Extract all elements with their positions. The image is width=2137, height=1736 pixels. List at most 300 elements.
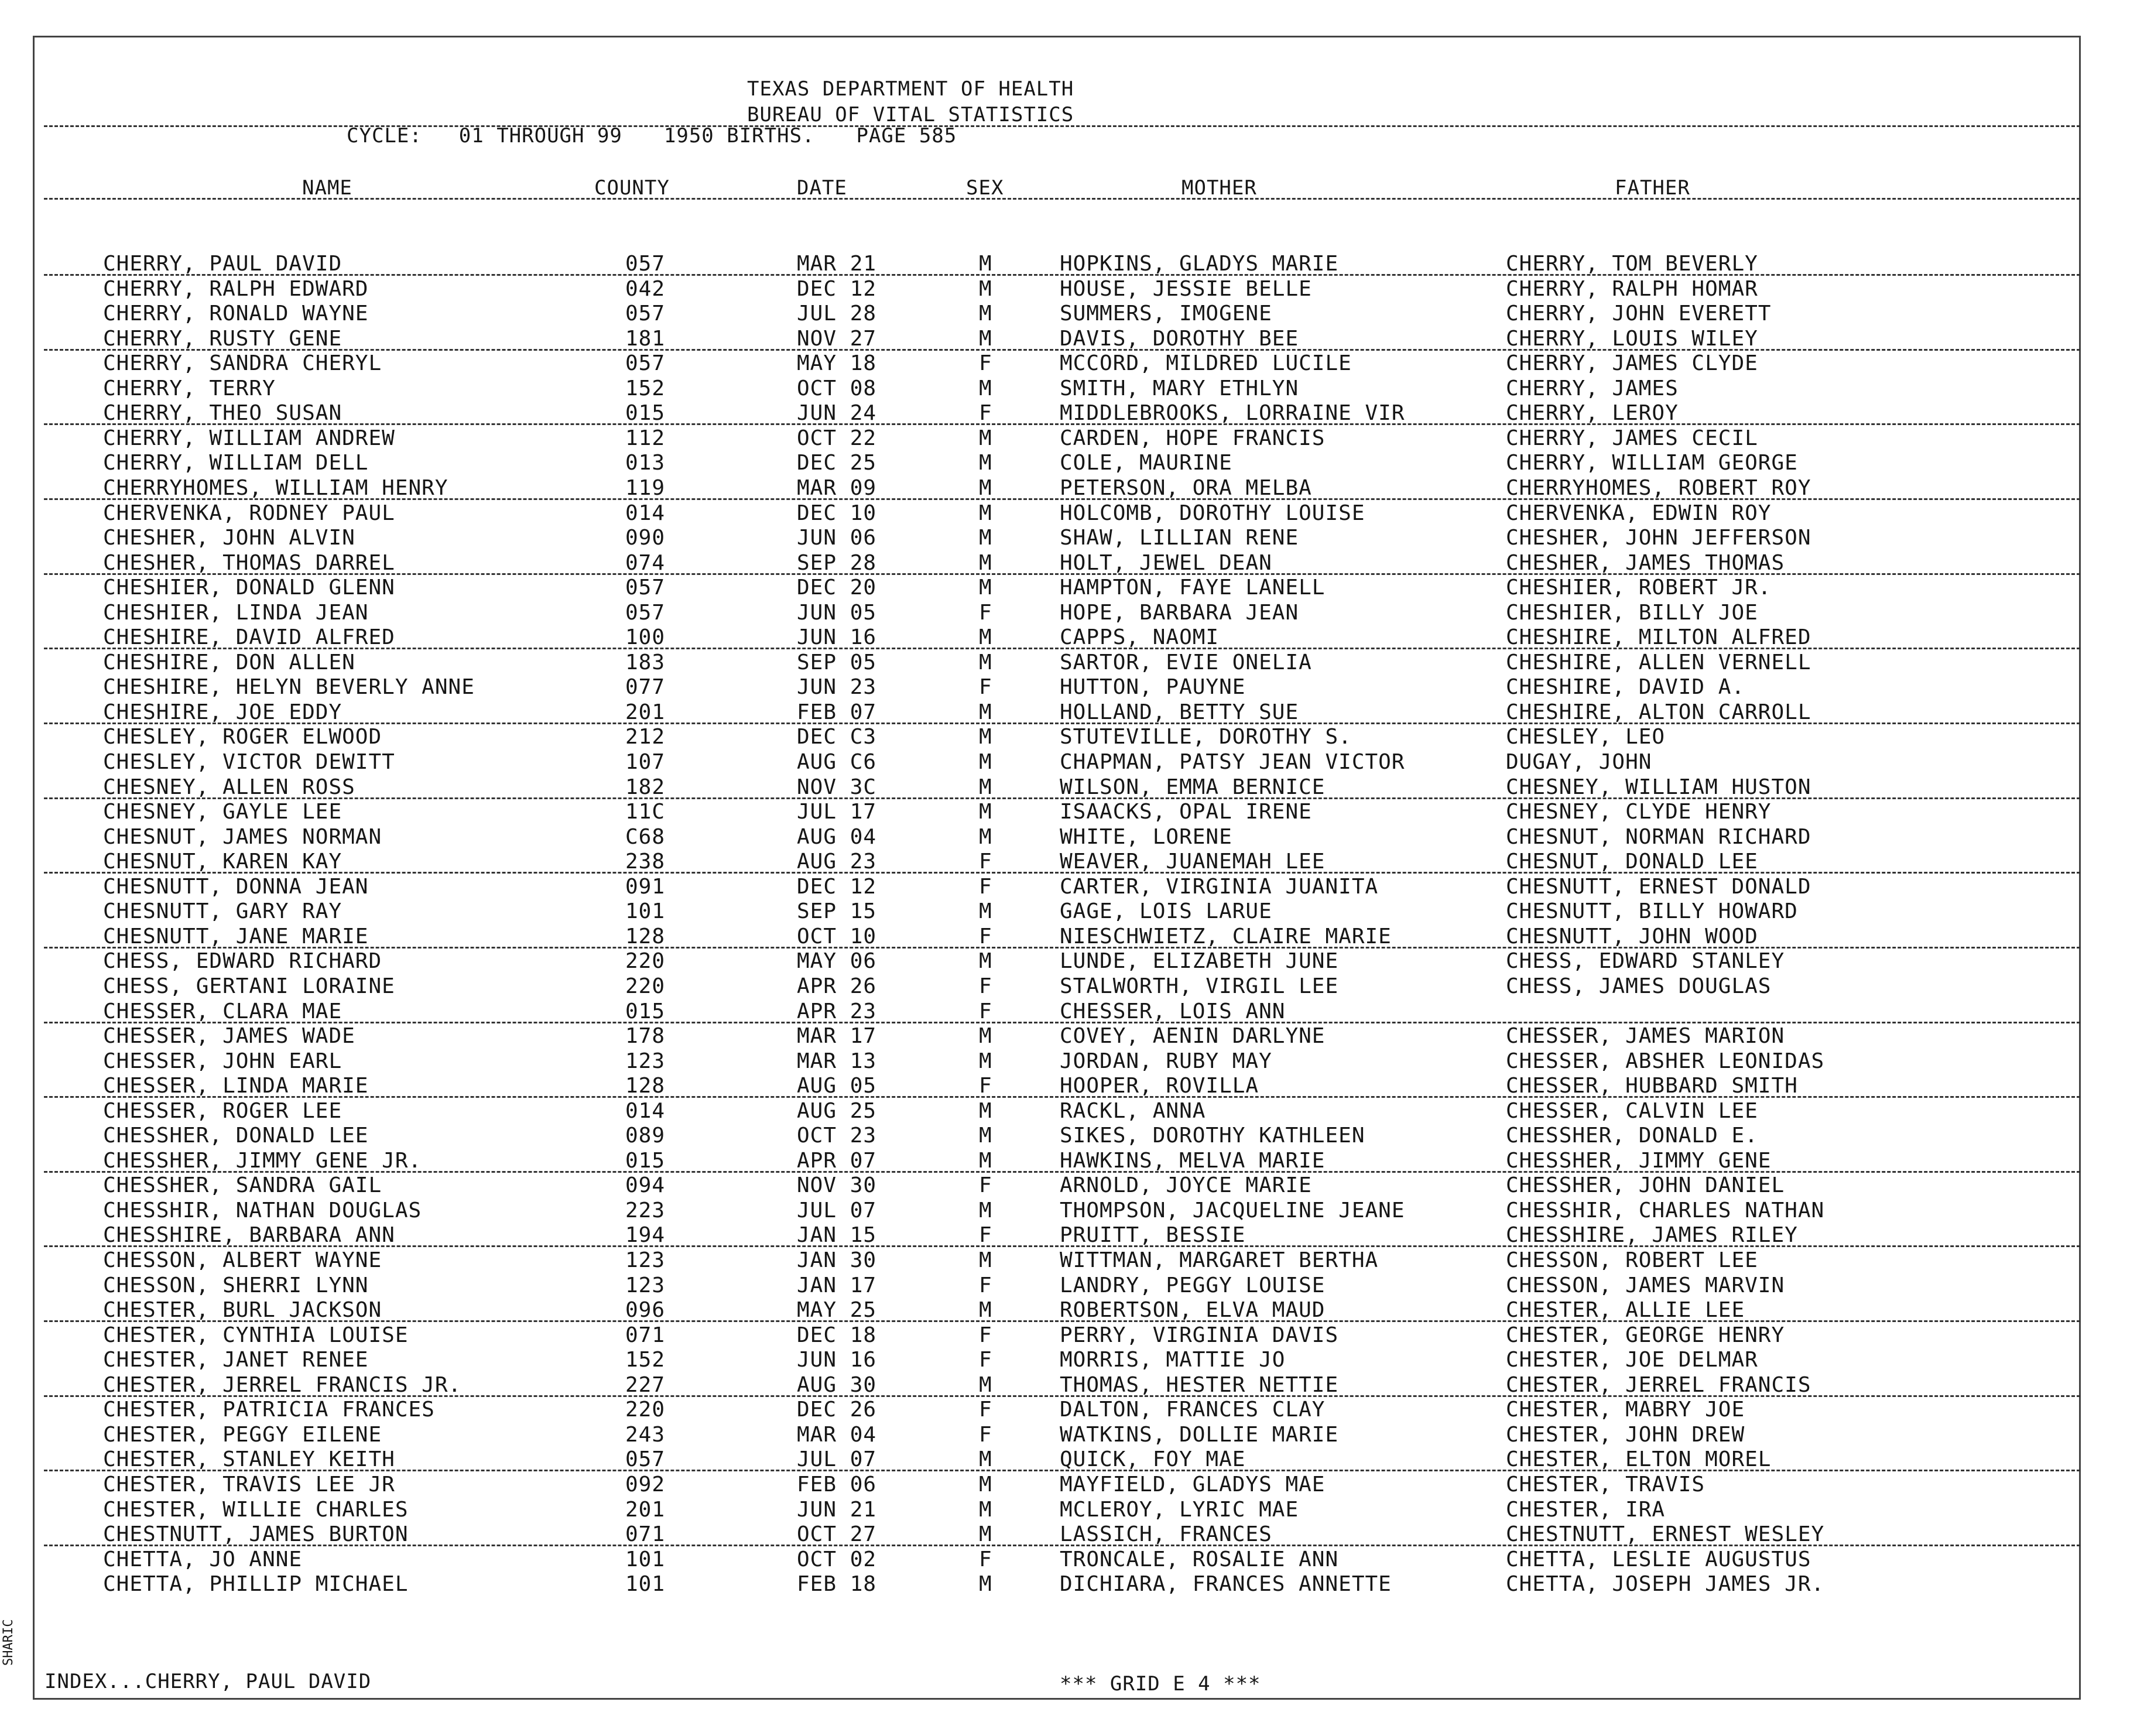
- record-mother: COVEY, AENIN DARLYNE: [1060, 1024, 1326, 1049]
- cycle-label: CYCLE:: [347, 124, 422, 148]
- record-mother: SMITH, MARY ETHLYN: [1060, 376, 1299, 400]
- record-date: AUG 04: [797, 824, 877, 849]
- record-date: JUN 21: [797, 1497, 877, 1522]
- record-mother: PERRY, VIRGINIA DAVIS: [1060, 1323, 1339, 1347]
- record-county: 014: [625, 501, 666, 525]
- record-father: CHERRY, LEROY: [1506, 401, 1679, 426]
- record-county: 015: [625, 401, 666, 426]
- record-sex: M: [979, 276, 992, 301]
- record-father: CHESNUTT, BILLY HOWARD: [1506, 899, 1798, 924]
- record-sex: F: [979, 401, 992, 426]
- record-sex: M: [979, 1124, 992, 1148]
- record-mother: MIDDLEBROOKS, LORRAINE VIR: [1060, 401, 1405, 426]
- table-row: [0, 302, 2137, 326]
- side-mark: SHARIC: [1, 1619, 16, 1666]
- record-sex: M: [979, 1298, 992, 1323]
- record-date: DEC 12: [797, 276, 877, 301]
- record-father: CHESTER, IRA: [1506, 1497, 1666, 1522]
- record-county: 227: [625, 1372, 666, 1397]
- record-name: CHESTER, CYNTHIA LOUISE: [103, 1323, 409, 1347]
- record-sex: F: [979, 351, 992, 376]
- record-father: CHERRYHOMES, ROBERT ROY: [1506, 475, 1811, 500]
- record-sex: M: [979, 376, 992, 400]
- record-name: CHESSHIR, NATHAN DOUGLAS: [103, 1198, 422, 1223]
- record-name: CHERRY, WILLIAM DELL: [103, 451, 369, 475]
- column-header-date: DATE: [797, 176, 847, 200]
- record-mother: CARDEN, HOPE FRANCIS: [1060, 426, 1326, 450]
- table-row: [0, 1099, 2137, 1124]
- record-mother: WITTMAN, MARGARET BERTHA: [1060, 1248, 1379, 1272]
- table-row: [0, 1223, 2137, 1248]
- table-row: [0, 974, 2137, 999]
- record-sex: M: [979, 252, 992, 276]
- record-father: CHESHIRE, ALTON CARROLL: [1506, 700, 1811, 724]
- record-sex: M: [979, 475, 992, 500]
- record-county: 071: [625, 1323, 666, 1347]
- record-name: CHESSHER, SANDRA GAIL: [103, 1173, 382, 1198]
- column-header-father: FATHER: [1615, 176, 1690, 200]
- record-mother: HOPE, BARBARA JEAN: [1060, 600, 1299, 625]
- record-sex: F: [979, 974, 992, 998]
- record-sex: F: [979, 1348, 992, 1372]
- record-date: DEC 20: [797, 576, 877, 600]
- record-sex: M: [979, 625, 992, 650]
- record-county: 128: [625, 924, 666, 949]
- record-date: JAN 17: [797, 1273, 877, 1297]
- record-county: 128: [625, 1074, 666, 1098]
- record-date: MAR 21: [797, 252, 877, 276]
- record-father: CHERRY, JOHN EVERETT: [1506, 302, 1772, 326]
- record-sex: M: [979, 1447, 992, 1472]
- record-date: JUL 07: [797, 1198, 877, 1223]
- header-rule: [44, 198, 2080, 200]
- record-mother: SIKES, DOROTHY KATHLEEN: [1060, 1124, 1365, 1148]
- record-mother: ARNOLD, JOYCE MARIE: [1060, 1173, 1312, 1198]
- record-date: OCT 27: [797, 1522, 877, 1547]
- record-sex: M: [979, 1049, 992, 1073]
- record-name: CHESHIER, LINDA JEAN: [103, 600, 369, 625]
- record-date: NOV 3C: [797, 775, 877, 799]
- index-label: INDEX...CHERRY, PAUL DAVID: [44, 1670, 372, 1693]
- record-sex: F: [979, 675, 992, 700]
- record-date: MAY 25: [797, 1298, 877, 1323]
- record-county: 194: [625, 1223, 666, 1248]
- record-name: CHERRY, RUSTY GENE: [103, 326, 343, 351]
- record-mother: SARTOR, EVIE ONELIA: [1060, 650, 1312, 674]
- record-date: JUN 23: [797, 675, 877, 700]
- record-county: 152: [625, 376, 666, 400]
- record-date: AUG C6: [797, 750, 877, 774]
- record-mother: CARTER, VIRGINIA JUANITA: [1060, 874, 1379, 899]
- record-sex: F: [979, 999, 992, 1023]
- record-name: CHESHER, THOMAS DARREL: [103, 550, 395, 575]
- record-county: 107: [625, 750, 666, 774]
- record-county: 223: [625, 1198, 666, 1223]
- record-type: 1950 BIRTHS.: [663, 124, 815, 148]
- record-date: JAN 15: [797, 1223, 877, 1248]
- record-county: 013: [625, 451, 666, 475]
- record-mother: MORRIS, MATTIE JO: [1060, 1348, 1286, 1372]
- record-father: CHESNUT, NORMAN RICHARD: [1506, 824, 1811, 849]
- record-date: JUN 16: [797, 1348, 877, 1372]
- record-mother: DICHIARA, FRANCES ANNETTE: [1060, 1572, 1392, 1597]
- record-sex: M: [979, 1572, 992, 1597]
- record-county: 181: [625, 326, 666, 351]
- record-father: CHESHIER, BILLY JOE: [1506, 600, 1758, 625]
- record-date: JUN 06: [797, 526, 877, 550]
- record-name: CHESHIRE, JOE EDDY: [103, 700, 343, 724]
- record-date: AUG 30: [797, 1372, 877, 1397]
- record-county: 014: [625, 1098, 666, 1123]
- table-row: [0, 875, 2137, 899]
- table-row: [0, 675, 2137, 700]
- record-county: 089: [625, 1124, 666, 1148]
- column-header-name: NAME: [302, 176, 352, 200]
- record-sex: M: [979, 576, 992, 600]
- record-county: 178: [625, 1024, 666, 1049]
- group-rule: [44, 498, 2080, 500]
- table-row: [0, 476, 2137, 501]
- record-name: CHESNUTT, DONNA JEAN: [103, 874, 369, 899]
- group-rule: [44, 1320, 2080, 1322]
- agency-title: TEXAS DEPARTMENT OF HEALTH: [747, 77, 1074, 101]
- record-date: AUG 25: [797, 1098, 877, 1123]
- record-sex: M: [979, 1522, 992, 1547]
- record-mother: STUTEVILLE, DOROTHY S.: [1060, 725, 1352, 749]
- record-sex: M: [979, 899, 992, 924]
- table-row: [0, 376, 2137, 401]
- table-row: [0, 451, 2137, 475]
- record-mother: DALTON, FRANCES CLAY: [1060, 1398, 1326, 1422]
- record-name: CHETTA, JO ANNE: [103, 1547, 303, 1571]
- record-sex: F: [979, 1547, 992, 1571]
- record-county: 123: [625, 1273, 666, 1297]
- record-county: C68: [625, 824, 666, 849]
- group-rule: [44, 1545, 2080, 1546]
- record-sex: M: [979, 750, 992, 774]
- record-father: CHESSHIRE, JAMES RILEY: [1506, 1223, 1798, 1248]
- record-sex: M: [979, 800, 992, 824]
- record-sex: M: [979, 550, 992, 575]
- record-mother: CHESSER, LOIS ANN: [1060, 999, 1286, 1023]
- record-name: CHESTER, STANLEY KEITH: [103, 1447, 395, 1472]
- record-mother: WHITE, LORENE: [1060, 824, 1232, 849]
- record-county: 11C: [625, 800, 666, 824]
- record-date: OCT 02: [797, 1547, 877, 1571]
- record-date: MAR 17: [797, 1024, 877, 1049]
- record-mother: LASSICH, FRANCES: [1060, 1522, 1272, 1547]
- record-name: CHERRY, THEO SUSAN: [103, 401, 343, 426]
- record-mother: ROBERTSON, ELVA MAUD: [1060, 1298, 1326, 1323]
- record-father: CHESSHER, JIMMY GENE: [1506, 1148, 1772, 1173]
- record-name: CHESSER, LINDA MARIE: [103, 1074, 369, 1098]
- record-father: CHESHIRE, MILTON ALFRED: [1506, 625, 1811, 650]
- record-date: JUN 24: [797, 401, 877, 426]
- group-rule: [44, 723, 2080, 724]
- record-father: CHESNUTT, JOHN WOOD: [1506, 924, 1758, 949]
- table-row: [0, 1373, 2137, 1398]
- table-row: [0, 999, 2137, 1024]
- group-rule: [44, 648, 2080, 649]
- record-name: CHESTER, PATRICIA FRANCES: [103, 1398, 435, 1422]
- record-father: CHESTER, GEORGE HENRY: [1506, 1323, 1785, 1347]
- table-row: [0, 775, 2137, 800]
- record-date: SEP 05: [797, 650, 877, 674]
- record-county: 100: [625, 625, 666, 650]
- record-father: CHESTER, TRAVIS: [1506, 1472, 1706, 1497]
- record-sex: M: [979, 700, 992, 724]
- table-row: [0, 1173, 2137, 1198]
- group-rule: [44, 1470, 2080, 1471]
- record-date: OCT 08: [797, 376, 877, 400]
- record-date: OCT 10: [797, 924, 877, 949]
- record-date: JUN 05: [797, 600, 877, 625]
- group-rule: [44, 1395, 2080, 1397]
- record-county: 057: [625, 252, 666, 276]
- record-date: DEC 26: [797, 1398, 877, 1422]
- table-row: [0, 1149, 2137, 1173]
- record-father: CHESHIRE, DAVID A.: [1506, 675, 1745, 700]
- record-date: AUG 05: [797, 1074, 877, 1098]
- record-father: CHESSER, JAMES MARION: [1506, 1024, 1785, 1049]
- record-county: 057: [625, 302, 666, 326]
- record-county: 074: [625, 550, 666, 575]
- record-name: CHESTER, JANET RENEE: [103, 1348, 369, 1372]
- group-rule: [44, 797, 2080, 799]
- table-row: [0, 277, 2137, 302]
- record-mother: CHAPMAN, PATSY JEAN VICTOR: [1060, 750, 1405, 774]
- record-father: CHESNUTT, ERNEST DONALD: [1506, 874, 1811, 899]
- record-county: 094: [625, 1173, 666, 1198]
- record-sex: F: [979, 1422, 992, 1447]
- group-rule: [44, 947, 2080, 949]
- record-sex: M: [979, 451, 992, 475]
- cycle-line: [347, 124, 957, 148]
- record-mother: PRUITT, BESSIE: [1060, 1223, 1246, 1248]
- table-row: [0, 1423, 2137, 1447]
- record-county: 112: [625, 426, 666, 450]
- record-name: CHESSHIRE, BARBARA ANN: [103, 1223, 395, 1248]
- record-sex: F: [979, 1223, 992, 1248]
- record-county: 123: [625, 1248, 666, 1272]
- table-row: [0, 1522, 2137, 1547]
- record-date: DEC 10: [797, 501, 877, 525]
- record-name: CHESS, GERTANI LORAINE: [103, 974, 395, 998]
- record-father: CHERRY, JAMES CECIL: [1506, 426, 1758, 450]
- table-row: [0, 601, 2137, 625]
- page-number: PAGE 585: [856, 124, 957, 148]
- record-father: CHESTER, MABRY JOE: [1506, 1398, 1745, 1422]
- table-row: [0, 252, 2137, 276]
- record-father: CHESNEY, WILLIAM HUSTON: [1506, 775, 1811, 799]
- table-row: [0, 327, 2137, 351]
- record-father: CHESSER, HUBBARD SMITH: [1506, 1074, 1798, 1098]
- table-row: [0, 1572, 2137, 1597]
- record-date: DEC 12: [797, 874, 877, 899]
- table-row: [0, 1124, 2137, 1148]
- record-sex: F: [979, 600, 992, 625]
- record-date: JUN 16: [797, 625, 877, 650]
- record-date: DEC C3: [797, 725, 877, 749]
- group-rule: [44, 1171, 2080, 1173]
- record-father: CHESSHIR, CHARLES NATHAN: [1506, 1198, 1825, 1223]
- record-sex: M: [979, 426, 992, 450]
- record-father: CHESHER, JOHN JEFFERSON: [1506, 526, 1811, 550]
- record-name: CHERRY, TERRY: [103, 376, 276, 400]
- record-county: 101: [625, 899, 666, 924]
- record-name: CHESSON, ALBERT WAYNE: [103, 1248, 382, 1272]
- table-row: [0, 1473, 2137, 1497]
- group-rule: [44, 1096, 2080, 1098]
- record-name: CHERVENKA, RODNEY PAUL: [103, 501, 395, 525]
- record-father: CHESSER, ABSHER LEONIDAS: [1506, 1049, 1825, 1073]
- record-father: CHESTER, ALLIE LEE: [1506, 1298, 1745, 1323]
- record-date: AUG 23: [797, 850, 877, 874]
- record-date: MAR 04: [797, 1422, 877, 1447]
- record-name: CHESHIER, DONALD GLENN: [103, 576, 395, 600]
- record-father: CHESS, EDWARD STANLEY: [1506, 949, 1785, 974]
- table-row: [0, 750, 2137, 775]
- record-sex: M: [979, 775, 992, 799]
- record-county: 183: [625, 650, 666, 674]
- record-date: APR 07: [797, 1148, 877, 1173]
- record-mother: WEAVER, JUANEMAH LEE: [1060, 850, 1326, 874]
- record-sex: F: [979, 1273, 992, 1297]
- record-county: 101: [625, 1547, 666, 1571]
- table-row: [0, 1398, 2137, 1422]
- record-name: CHESTER, PEGGY EILENE: [103, 1422, 382, 1447]
- record-mother: MCLEROY, LYRIC MAE: [1060, 1497, 1299, 1522]
- record-father: DUGAY, JOHN: [1506, 750, 1652, 774]
- record-date: JUL 07: [797, 1447, 877, 1472]
- record-date: SEP 15: [797, 899, 877, 924]
- record-father: CHESHIRE, ALLEN VERNELL: [1506, 650, 1811, 674]
- table-row: [0, 1199, 2137, 1223]
- record-father: CHERRY, LOUIS WILEY: [1506, 326, 1758, 351]
- table-row: [0, 351, 2137, 376]
- record-name: CHESNUTT, GARY RAY: [103, 899, 343, 924]
- record-date: JUL 17: [797, 800, 877, 824]
- bureau-title: BUREAU OF VITAL STATISTICS: [747, 103, 1074, 126]
- record-county: 015: [625, 1148, 666, 1173]
- record-name: CHESS, EDWARD RICHARD: [103, 949, 382, 974]
- record-name: CHESHER, JOHN ALVIN: [103, 526, 355, 550]
- record-mother: HOUSE, JESSIE BELLE: [1060, 276, 1312, 301]
- record-mother: ISAACKS, OPAL IRENE: [1060, 800, 1312, 824]
- record-father: CHESTNUTT, ERNEST WESLEY: [1506, 1522, 1825, 1547]
- record-name: CHESSHER, DONALD LEE: [103, 1124, 369, 1148]
- grid-label: *** GRID E 4 ***: [1060, 1672, 1261, 1696]
- record-mother: MCCORD, MILDRED LUCILE: [1060, 351, 1352, 376]
- table-row: [0, 700, 2137, 725]
- record-name: CHESSER, JOHN EARL: [103, 1049, 343, 1073]
- record-mother: HOPKINS, GLADYS MARIE: [1060, 252, 1339, 276]
- record-date: MAR 09: [797, 475, 877, 500]
- table-row: [0, 501, 2137, 526]
- record-mother: MAYFIELD, GLADYS MAE: [1060, 1472, 1326, 1497]
- record-father: CHESLEY, LEO: [1506, 725, 1666, 749]
- record-name: CHERRY, SANDRA CHERYL: [103, 351, 382, 376]
- record-sex: M: [979, 1472, 992, 1497]
- table-row: [0, 650, 2137, 675]
- record-name: CHESSHER, JIMMY GENE JR.: [103, 1148, 422, 1173]
- record-mother: SHAW, LILLIAN RENE: [1060, 526, 1299, 550]
- record-name: CHESSON, SHERRI LYNN: [103, 1273, 369, 1297]
- record-date: MAY 18: [797, 351, 877, 376]
- record-date: NOV 30: [797, 1173, 877, 1198]
- record-father: CHESTER, JOHN DREW: [1506, 1422, 1745, 1447]
- record-county: 220: [625, 974, 666, 998]
- record-mother: HOLLAND, BETTY SUE: [1060, 700, 1299, 724]
- record-date: MAR 13: [797, 1049, 877, 1073]
- record-sex: M: [979, 326, 992, 351]
- record-county: 182: [625, 775, 666, 799]
- table-row: [0, 850, 2137, 874]
- record-mother: LANDRY, PEGGY LOUISE: [1060, 1273, 1326, 1297]
- table-row: [0, 526, 2137, 550]
- record-date: OCT 22: [797, 426, 877, 450]
- record-county: 092: [625, 1472, 666, 1497]
- record-father: CHESHER, JAMES THOMAS: [1506, 550, 1785, 575]
- record-date: FEB 07: [797, 700, 877, 724]
- record-date: DEC 18: [797, 1323, 877, 1347]
- record-name: CHESNUT, JAMES NORMAN: [103, 824, 382, 849]
- record-county: 243: [625, 1422, 666, 1447]
- record-father: CHESNUT, DONALD LEE: [1506, 850, 1758, 874]
- record-mother: HOLCOMB, DOROTHY LOUISE: [1060, 501, 1365, 525]
- record-county: 201: [625, 700, 666, 724]
- record-mother: HUTTON, PAUYNE: [1060, 675, 1246, 700]
- record-mother: WATKINS, DOLLIE MARIE: [1060, 1422, 1339, 1447]
- record-name: CHESHIRE, HELYN BEVERLY ANNE: [103, 675, 475, 700]
- record-name: CHESSER, JAMES WADE: [103, 1024, 355, 1049]
- record-county: 212: [625, 725, 666, 749]
- record-name: CHERRY, RALPH EDWARD: [103, 276, 369, 301]
- record-mother: GAGE, LOIS LARUE: [1060, 899, 1272, 924]
- column-header-mother: MOTHER: [1181, 176, 1257, 200]
- table-row: [0, 1447, 2137, 1472]
- record-father: CHERRY, RALPH HOMAR: [1506, 276, 1758, 301]
- table-row: [0, 1248, 2137, 1273]
- record-mother: STALWORTH, VIRGIL LEE: [1060, 974, 1339, 998]
- group-rule: [44, 423, 2080, 425]
- record-father: CHESSHER, JOHN DANIEL: [1506, 1173, 1785, 1198]
- record-name: CHESSER, CLARA MAE: [103, 999, 343, 1023]
- record-name: CHERRY, RONALD WAYNE: [103, 302, 369, 326]
- record-sex: F: [979, 874, 992, 899]
- table-row: [0, 401, 2137, 426]
- record-county: 057: [625, 351, 666, 376]
- record-county: 220: [625, 949, 666, 974]
- record-county: 091: [625, 874, 666, 899]
- record-father: CHETTA, JOSEPH JAMES JR.: [1506, 1572, 1825, 1597]
- column-header-county: COUNTY: [594, 176, 670, 200]
- table-row: [0, 899, 2137, 924]
- record-county: 201: [625, 1497, 666, 1522]
- record-date: FEB 18: [797, 1572, 877, 1597]
- record-father: CHETTA, LESLIE AUGUSTUS: [1506, 1547, 1811, 1571]
- record-sex: F: [979, 850, 992, 874]
- record-name: CHESNEY, GAYLE LEE: [103, 800, 343, 824]
- record-name: CHESTER, WILLIE CHARLES: [103, 1497, 409, 1522]
- table-row: [0, 925, 2137, 949]
- record-name: CHESNEY, ALLEN ROSS: [103, 775, 355, 799]
- group-rule: [44, 872, 2080, 874]
- record-sex: M: [979, 1198, 992, 1223]
- record-name: CHESTER, TRAVIS LEE JR: [103, 1472, 395, 1497]
- record-father: CHESSON, ROBERT LEE: [1506, 1248, 1758, 1272]
- table-row: [0, 1273, 2137, 1298]
